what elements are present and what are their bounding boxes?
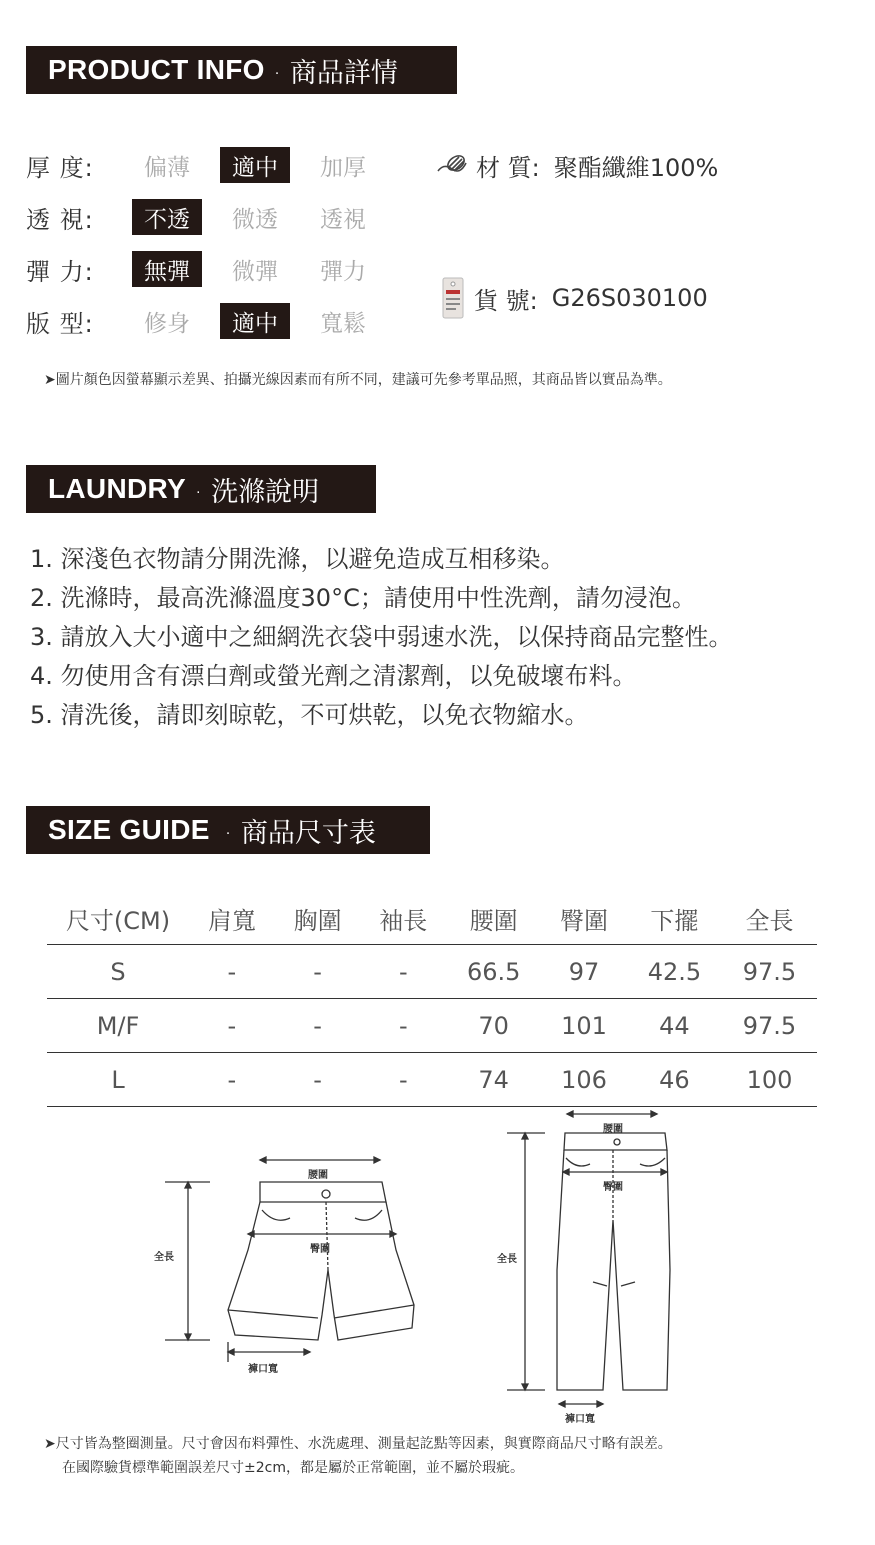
laundry-item: 5. 清洗後，請即刻晾乾，不可烘乾，以免衣物縮水。 [30, 701, 589, 729]
attr-option: 加厚 [320, 154, 366, 181]
table-cell: 106 [541, 1053, 627, 1107]
hem-label: 褲口寬 [565, 1414, 595, 1425]
table-cell: 97.5 [722, 999, 817, 1053]
attr-label: 厚 度: [26, 153, 94, 182]
tag-icon [440, 276, 466, 320]
table-cell: 97.5 [722, 945, 817, 999]
attr-option-selected: 無彈 [132, 251, 202, 287]
item-number-value: G26S030100 [551, 284, 708, 312]
column-header: 尺寸(CM) [47, 892, 189, 945]
table-row [47, 1053, 817, 1107]
table-cell: - [360, 945, 446, 999]
size-table [47, 892, 817, 1107]
attr-option: 寬鬆 [320, 310, 366, 337]
hem-label: 褲口寬 [248, 1364, 278, 1375]
table-cell: - [189, 945, 275, 999]
column-header: 全長 [722, 892, 817, 945]
attr-row-elasticity [26, 251, 396, 287]
product-info-title-zh: · 商品詳情 [272, 57, 398, 89]
hip-label: 臀圍 [310, 1244, 330, 1255]
attr-option: 透視 [320, 206, 366, 233]
material-value: 聚酯纖維100% [553, 154, 719, 182]
attr-option-selected: 適中 [220, 303, 290, 339]
attr-option: 微彈 [232, 258, 278, 285]
table-cell: L [47, 1053, 189, 1107]
laundry-header [26, 465, 376, 513]
length-label: 全長 [497, 1254, 517, 1265]
pants-drawing [495, 1110, 695, 1425]
size-guide-title-en: SIZE GUIDE [48, 814, 210, 845]
color-disclaimer: ➤圖片顏色因螢幕顯示差異、拍攝光線因素而有所不同，建議可先參考單品照，其商品皆以實品為準。 [44, 372, 672, 388]
attr-option-selected: 適中 [220, 147, 290, 183]
size-table-header-row [47, 892, 817, 945]
table-cell: 100 [722, 1053, 817, 1107]
laundry-title-en: LAUNDRY [48, 473, 186, 504]
table-cell: 101 [541, 999, 627, 1053]
item-number-row [440, 276, 708, 320]
table-cell: 46 [627, 1053, 722, 1107]
item-number-label: 貨 號: [474, 286, 538, 315]
attr-option: 微透 [232, 206, 278, 233]
laundry-item: 2. 洗滌時，最高洗滌溫度30°C；請使用中性洗劑，請勿浸泡。 [30, 584, 696, 612]
table-cell: 42.5 [627, 945, 722, 999]
attr-label: 彈 力: [26, 257, 94, 286]
pants-diagram [495, 1110, 695, 1425]
product-info-header [26, 46, 457, 94]
table-cell: - [275, 945, 361, 999]
table-cell: - [275, 1053, 361, 1107]
waist-label: 腰圍 [603, 1124, 623, 1135]
attr-row-thickness [26, 147, 396, 183]
table-cell: - [360, 1053, 446, 1107]
attr-option: 偏薄 [144, 154, 190, 181]
size-guide-header [26, 806, 430, 854]
size-note-line: ➤尺寸皆為整圈測量。尺寸會因布料彈性、水洗處理、測量起訖點等因素，與實際商品尺寸略有誤差。 [44, 1436, 672, 1452]
length-label: 全長 [154, 1252, 174, 1263]
column-header: 下擺 [627, 892, 722, 945]
waist-label: 腰圍 [308, 1170, 328, 1181]
table-cell: 70 [446, 999, 541, 1053]
column-header: 臀圍 [541, 892, 627, 945]
table-cell: M/F [47, 999, 189, 1053]
laundry-item: 4. 勿使用含有漂白劑或螢光劑之清潔劑，以免破壞布料。 [30, 662, 637, 690]
table-cell: 74 [446, 1053, 541, 1107]
thread-icon [434, 149, 472, 183]
table-cell: 66.5 [446, 945, 541, 999]
table-cell: - [189, 1053, 275, 1107]
table-cell: 97 [541, 945, 627, 999]
attr-option: 修身 [144, 310, 190, 337]
column-header: 袖長 [360, 892, 446, 945]
size-note-line: 在國際驗貨標準範圍誤差尺寸±2cm，都是屬於正常範圍，並不屬於瑕疵。 [62, 1460, 524, 1476]
attr-option: 彈力 [320, 258, 366, 285]
laundry-item: 3. 請放入大小適中之細網洗衣袋中弱速水洗，以保持商品完整性。 [30, 623, 733, 651]
laundry-item: 1. 深淺色衣物請分開洗滌，以避免造成互相移染。 [30, 545, 565, 573]
hip-label: 臀圍 [603, 1182, 623, 1193]
attr-option-selected: 不透 [132, 199, 202, 235]
column-header: 胸圍 [275, 892, 361, 945]
column-header: 腰圍 [446, 892, 541, 945]
attr-row-transparency [26, 199, 396, 235]
table-cell: - [360, 999, 446, 1053]
attr-label: 透 視: [26, 205, 94, 234]
product-info-title-en: PRODUCT INFO [48, 54, 265, 85]
column-header: 肩寬 [189, 892, 275, 945]
shorts-diagram [150, 1150, 430, 1380]
attr-label: 版 型: [26, 309, 94, 338]
laundry-title-zh: · 洗滌說明 [193, 476, 320, 508]
material-row [434, 148, 718, 183]
size-note [44, 1432, 672, 1480]
size-guide-title-zh: · 商品尺寸表 [223, 817, 376, 849]
table-cell: - [189, 999, 275, 1053]
table-cell: - [275, 999, 361, 1053]
table-row [47, 999, 817, 1053]
table-cell: S [47, 945, 189, 999]
material-label: 材 質: [476, 154, 540, 182]
attr-row-fit [26, 303, 396, 339]
shorts-drawing [150, 1150, 430, 1380]
laundry-list [30, 540, 733, 735]
table-cell: 44 [627, 999, 722, 1053]
table-row [47, 945, 817, 999]
